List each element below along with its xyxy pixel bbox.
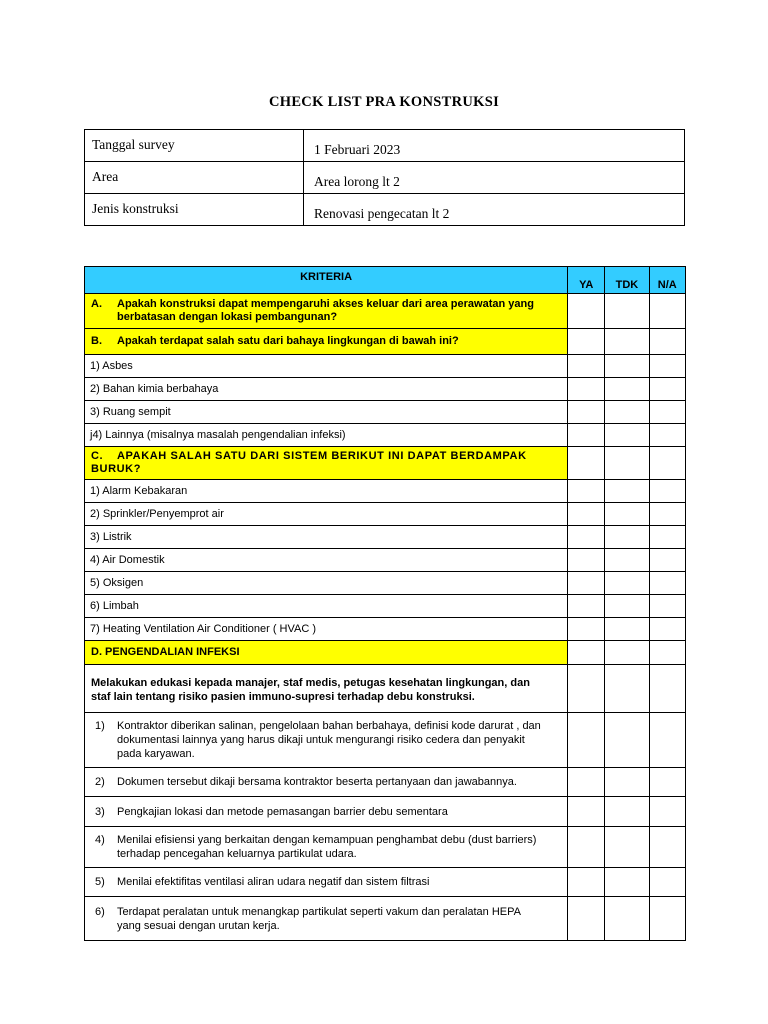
check-tdk-cell[interactable] — [605, 480, 649, 503]
check-tdk-cell[interactable] — [605, 797, 649, 827]
d-item-text — [117, 775, 561, 789]
d-item-row — [85, 768, 686, 797]
check-ya-cell[interactable] — [568, 329, 605, 355]
check-tdk-cell[interactable] — [605, 447, 649, 480]
d-item-row — [85, 897, 686, 941]
d-item-cell — [85, 868, 568, 897]
check-tdk-cell[interactable] — [605, 572, 649, 595]
c-item-row — [85, 572, 686, 595]
d-intro-line2: staf lain tentang risiko pasien immuno-supresi terhadap debu konstruksi. — [91, 690, 475, 703]
b-item-label: j4) Lainnya (misalnya masalah pengendalian infeksi) — [85, 424, 568, 447]
d-item-number: 1) — [95, 720, 105, 732]
c-item-row — [85, 618, 686, 641]
info-label: Tanggal survey — [85, 130, 304, 162]
check-tdk-cell[interactable] — [605, 503, 649, 526]
header-tdk: TDK — [605, 267, 649, 294]
check-na-cell[interactable] — [649, 595, 685, 618]
survey-info-table — [84, 129, 685, 226]
check-ya-cell[interactable] — [568, 595, 605, 618]
check-na-cell[interactable] — [649, 827, 685, 868]
check-ya-cell[interactable] — [568, 447, 605, 480]
section-a-line1: Apakah konstruksi dapat mempengaruhi akses keluar dari area perawatan yang — [117, 298, 534, 310]
d-item-row — [85, 868, 686, 897]
check-tdk-cell[interactable] — [605, 526, 649, 549]
check-tdk-cell[interactable] — [605, 294, 649, 329]
info-label: Area — [85, 162, 304, 194]
section-b-row — [85, 329, 686, 355]
b-item-label: 2) Bahan kimia berbahaya — [85, 378, 568, 401]
check-ya-cell[interactable] — [568, 641, 605, 665]
section-b-text: Apakah terdapat salah satu dari bahaya lingkungan di bawah ini? — [117, 335, 459, 347]
check-tdk-cell[interactable] — [605, 401, 649, 424]
c-item-label: 2) Sprinkler/Penyemprot air — [85, 503, 568, 526]
check-na-cell[interactable] — [649, 618, 685, 641]
d-item-text — [117, 719, 561, 761]
check-ya-cell[interactable] — [568, 549, 605, 572]
d-item-row — [85, 713, 686, 768]
check-ya-cell[interactable] — [568, 618, 605, 641]
d-item-line: terhadap pencegahan keluarnya partikulat udara. — [117, 848, 357, 860]
b-item-row — [85, 378, 686, 401]
check-ya-cell[interactable] — [568, 665, 605, 713]
d-item-row — [85, 797, 686, 827]
d-item-row — [85, 827, 686, 868]
check-ya-cell[interactable] — [568, 480, 605, 503]
section-a-row — [85, 294, 686, 329]
c-item-row — [85, 503, 686, 526]
header-ya: YA — [568, 267, 605, 294]
c-item-row — [85, 595, 686, 618]
check-ya-cell[interactable] — [568, 355, 605, 378]
d-item-cell — [85, 827, 568, 868]
section-letter: A. — [91, 298, 102, 310]
d-item-number: 6) — [95, 905, 105, 918]
info-row-area — [85, 162, 685, 194]
d-item-line: Dokumen tersebut dikaji bersama kontraktor beserta pertanyaan dan jawabannya. — [117, 776, 517, 788]
check-na-cell[interactable] — [649, 480, 685, 503]
check-ya-cell[interactable] — [568, 526, 605, 549]
d-item-line: Menilai efektifitas ventilasi aliran udara negatif dan sistem filtrasi — [117, 876, 430, 888]
info-row-jenis — [85, 194, 685, 226]
c-item-label: 1) Alarm Kebakaran — [85, 480, 568, 503]
check-na-cell[interactable] — [649, 447, 685, 480]
check-na-cell[interactable] — [649, 329, 685, 355]
c-item-row — [85, 480, 686, 503]
check-tdk-cell[interactable] — [605, 595, 649, 618]
check-na-cell[interactable] — [649, 868, 685, 897]
check-na-cell[interactable] — [649, 294, 685, 329]
d-item-number: 5) — [95, 876, 105, 888]
check-tdk-cell[interactable] — [605, 618, 649, 641]
check-tdk-cell[interactable] — [605, 713, 649, 768]
section-a-line2: berbatasan dengan lokasi pembangunan? — [117, 311, 338, 323]
check-ya-cell[interactable] — [568, 503, 605, 526]
d-item-number: 3) — [95, 805, 105, 818]
d-item-text — [117, 875, 561, 889]
c-item-label: 3) Listrik — [85, 526, 568, 549]
check-na-cell[interactable] — [649, 503, 685, 526]
check-ya-cell[interactable] — [568, 797, 605, 827]
section-b-question — [85, 329, 568, 355]
header-na: N/A — [649, 267, 685, 294]
c-item-label: 4) Air Domestik — [85, 549, 568, 572]
d-item-line: yang sesuai dengan urutan kerja. — [117, 919, 280, 932]
check-na-cell[interactable] — [649, 641, 685, 665]
d-item-line: Kontraktor diberikan salinan, pengelolaan bahan berbahaya, definisi kode darurat , dan — [117, 720, 541, 732]
check-na-cell[interactable] — [649, 378, 685, 401]
info-label: Jenis konstruksi — [85, 194, 304, 226]
section-letter: C. — [91, 450, 104, 462]
c-item-row — [85, 526, 686, 549]
check-ya-cell[interactable] — [568, 294, 605, 329]
c-item-row — [85, 549, 686, 572]
check-na-cell[interactable] — [649, 897, 685, 941]
d-item-line: Menilai efisiensi yang berkaitan dengan kemampuan penghambat debu (dust barriers) — [117, 834, 537, 846]
check-ya-cell[interactable] — [568, 401, 605, 424]
check-na-cell[interactable] — [649, 549, 685, 572]
b-item-label: 3) Ruang sempit — [85, 401, 568, 424]
criteria-table — [84, 266, 686, 941]
header-kriteria: KRITERIA — [85, 267, 568, 294]
check-tdk-cell[interactable] — [605, 665, 649, 713]
check-na-cell[interactable] — [649, 713, 685, 768]
d-item-line: Terdapat peralatan untuk menangkap partikulat seperti vakum dan peralatan HEPA — [117, 905, 521, 918]
d-item-cell — [85, 797, 568, 827]
check-ya-cell[interactable] — [568, 897, 605, 941]
check-tdk-cell[interactable] — [605, 641, 649, 665]
check-tdk-cell[interactable] — [605, 329, 649, 355]
check-ya-cell[interactable] — [568, 378, 605, 401]
section-a-question — [85, 294, 568, 329]
d-item-number: 2) — [95, 776, 105, 788]
check-na-cell[interactable] — [649, 797, 685, 827]
d-item-cell — [85, 897, 568, 941]
d-item-text — [117, 905, 561, 933]
c-item-label: 7) Heating Ventilation Air Conditioner ( HVAC ) — [85, 618, 568, 641]
section-d-heading: D. PENGENDALIAN INFEKSI — [85, 641, 568, 665]
check-na-cell[interactable] — [649, 401, 685, 424]
d-item-line: dokumentasi lainnya yang harus dikaji untuk mengurangi risiko cedera dan penyakit — [117, 734, 525, 746]
check-ya-cell[interactable] — [568, 713, 605, 768]
check-ya-cell[interactable] — [568, 868, 605, 897]
info-value: 1 Februari 2023 — [304, 130, 685, 162]
info-value: Area lorong lt 2 — [304, 162, 685, 194]
info-value: Renovasi pengecatan lt 2 — [304, 194, 685, 226]
check-na-cell[interactable] — [649, 572, 685, 595]
d-intro-line1: Melakukan edukasi kepada manajer, staf medis, petugas kesehatan lingkungan, dan — [91, 676, 530, 689]
check-na-cell[interactable] — [649, 768, 685, 797]
d-item-text — [117, 805, 561, 819]
check-na-cell[interactable] — [649, 424, 685, 447]
check-tdk-cell[interactable] — [605, 355, 649, 378]
d-item-cell — [85, 713, 568, 768]
check-ya-cell[interactable] — [568, 827, 605, 868]
d-intro-text — [85, 665, 568, 713]
d-item-line: Pengkajian lokasi dan metode pemasangan barrier debu sementara — [117, 805, 448, 818]
b-item-row — [85, 355, 686, 378]
b-item-row — [85, 401, 686, 424]
d-intro-row — [85, 665, 686, 713]
check-tdk-cell[interactable] — [605, 827, 649, 868]
section-c-text: APAKAH SALAH SATU DARI SISTEM BERIKUT INI DAPAT BERDAMPAK BURUK? — [91, 450, 527, 475]
b-item-label: 1) Asbes — [85, 355, 568, 378]
d-item-text — [117, 833, 561, 861]
criteria-header-row — [85, 267, 686, 294]
c-item-label: 5) Oksigen — [85, 572, 568, 595]
section-d-row — [85, 641, 686, 665]
check-tdk-cell[interactable] — [605, 378, 649, 401]
d-item-number: 4) — [95, 834, 105, 846]
c-item-label: 6) Limbah — [85, 595, 568, 618]
section-c-row — [85, 447, 686, 480]
page-title: CHECK LIST PRA KONSTRUKSI — [268, 94, 500, 110]
check-tdk-cell[interactable] — [605, 549, 649, 572]
check-tdk-cell[interactable] — [605, 868, 649, 897]
section-c-question — [85, 447, 568, 480]
check-tdk-cell[interactable] — [605, 897, 649, 941]
info-row-tanggal — [85, 130, 685, 162]
b-item-row — [85, 424, 686, 447]
check-ya-cell[interactable] — [568, 424, 605, 447]
check-na-cell[interactable] — [649, 526, 685, 549]
check-na-cell[interactable] — [649, 665, 685, 713]
section-letter: B. — [91, 335, 102, 347]
check-na-cell[interactable] — [649, 355, 685, 378]
check-ya-cell[interactable] — [568, 768, 605, 797]
check-ya-cell[interactable] — [568, 572, 605, 595]
check-tdk-cell[interactable] — [605, 424, 649, 447]
check-tdk-cell[interactable] — [605, 768, 649, 797]
d-item-line: pada karyawan. — [117, 748, 195, 760]
d-item-cell — [85, 768, 568, 797]
